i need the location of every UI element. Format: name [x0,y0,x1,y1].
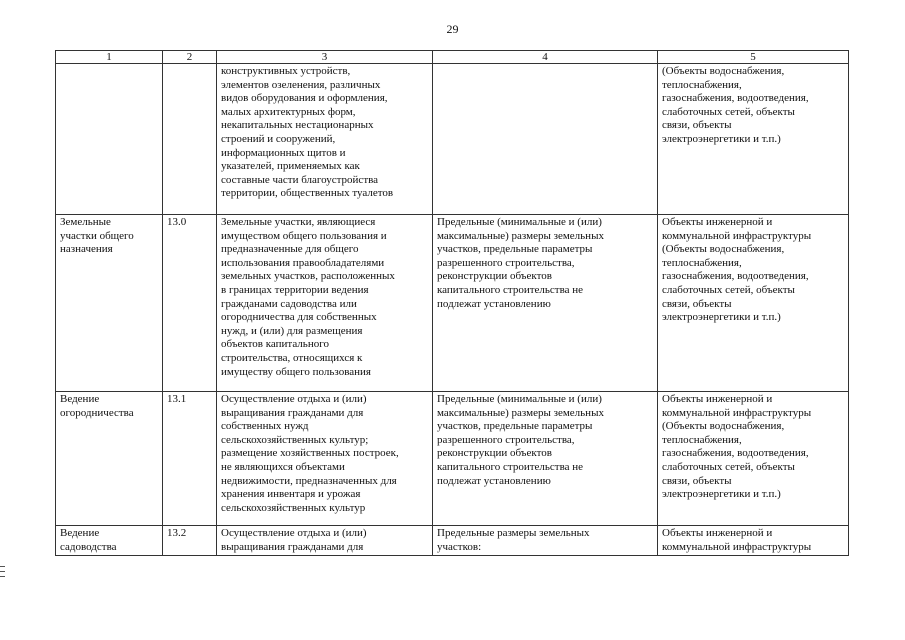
land-use-objects: (Объекты водоснабжения, теплоснабжения, газоснабжения, водоотведения, слаботочных сетей, объекты связи, объекты электроэнергетики и т.п.) [662,65,809,145]
land-use-description: Осуществление отдыха и (или) выращивания гражданами для [221,527,367,553]
page-number: 29 [446,22,459,36]
table-row [56,215,849,392]
land-use-name-cell [56,215,163,392]
land-use-code: 13.2 [167,527,187,539]
land-use-code-cell [163,215,217,392]
land-use-name-cell [56,392,163,526]
table-header-row [56,51,849,64]
land-use-objects: Объекты инженерной и коммунальной инфраструктуры (Объекты водоснабжения, теплоснабжения, газоснабжения, водоотведения, слаботочных сетей, объекты связи, объекты электроэнергетики и т.п.) [662,216,812,324]
land-use-name-cell [56,64,163,215]
land-use-objects: Объекты инженерной и коммунальной инфраструктуры (Объекты водоснабжения, теплоснабжения, газоснабжения, водоотведения, слаботочных сетей, объекты связи, объекты электроэнергетики и т.п.) [662,393,812,501]
regulations-table [55,50,849,556]
land-use-description: Земельные участки, являющиеся имуществом общего пользования и предназначенные для общего использования правообладателями земельных участков, расположенных в границах территории ведения гражданами садоводства или огородничества для собственных нужд, и (или) для размещения объектов капитального строительства, относящихся к имуществу общего пользования [221,216,395,378]
land-use-params-cell [433,526,658,556]
land-use-name: Ведение огородничества [60,393,134,419]
column-number-2: 2 [163,51,217,64]
land-use-objects: Объекты инженерной и коммунальной инфраструктуры [662,527,812,553]
land-use-objects-cell [658,64,849,215]
land-use-name: Ведение садоводства [60,527,117,553]
column-number-1: 1 [56,51,163,64]
land-use-description-cell [217,215,433,392]
land-use-code: 13.1 [167,393,187,405]
land-use-name-cell [56,526,163,556]
table-row [56,392,849,526]
land-use-code-cell [163,392,217,526]
land-use-params-cell [433,392,658,526]
land-use-objects-cell [658,392,849,526]
land-use-params: Предельные размеры земельных участков: [437,527,590,553]
column-number-5: 5 [658,51,849,64]
land-use-description: конструктивных устройств, элементов озеленения, различных видов оборудования и оформления, малых архитектурных форм, некапитальных нестационарных строений и сооружений, информационных щитов и указателей, применяемых как составные части благоустройства территории, общественных туалетов [221,65,394,200]
land-use-name: Земельные участки общего назначения [60,216,134,256]
column-number-3: 3 [217,51,433,64]
land-use-objects-cell [658,215,849,392]
land-use-code: 13.0 [167,216,187,228]
scan-margin-mark [0,566,5,582]
table-row [56,526,849,556]
land-use-description: Осуществление отдыха и (или) выращивания гражданами для собственных нужд сельскохозяйственных культур; размещение хозяйственных построек, не являющихся объектами недвижимости, предназначенных для хранения инвентаря и урожая сельскохозяйственных культур [221,393,399,514]
land-use-description-cell [217,392,433,526]
column-number-4: 4 [433,51,658,64]
land-use-description-cell [217,64,433,215]
land-use-objects-cell [658,526,849,556]
land-use-params: Предельные (минимальные и (или) максимальные) размеры земельных участков, предельные параметры разрешенного строительства, реконструкции объектов капитального строительства не подлежат установлению [437,216,604,310]
land-use-code-cell [163,526,217,556]
land-use-params-cell [433,64,658,215]
table-row [56,64,849,215]
land-use-description-cell [217,526,433,556]
land-use-code-cell [163,64,217,215]
land-use-params-cell [433,215,658,392]
land-use-params: Предельные (минимальные и (или) максимальные) размеры земельных участков, предельные параметры разрешенного строительства, реконструкции объектов капитального строительства не подлежат установлению [437,393,604,487]
